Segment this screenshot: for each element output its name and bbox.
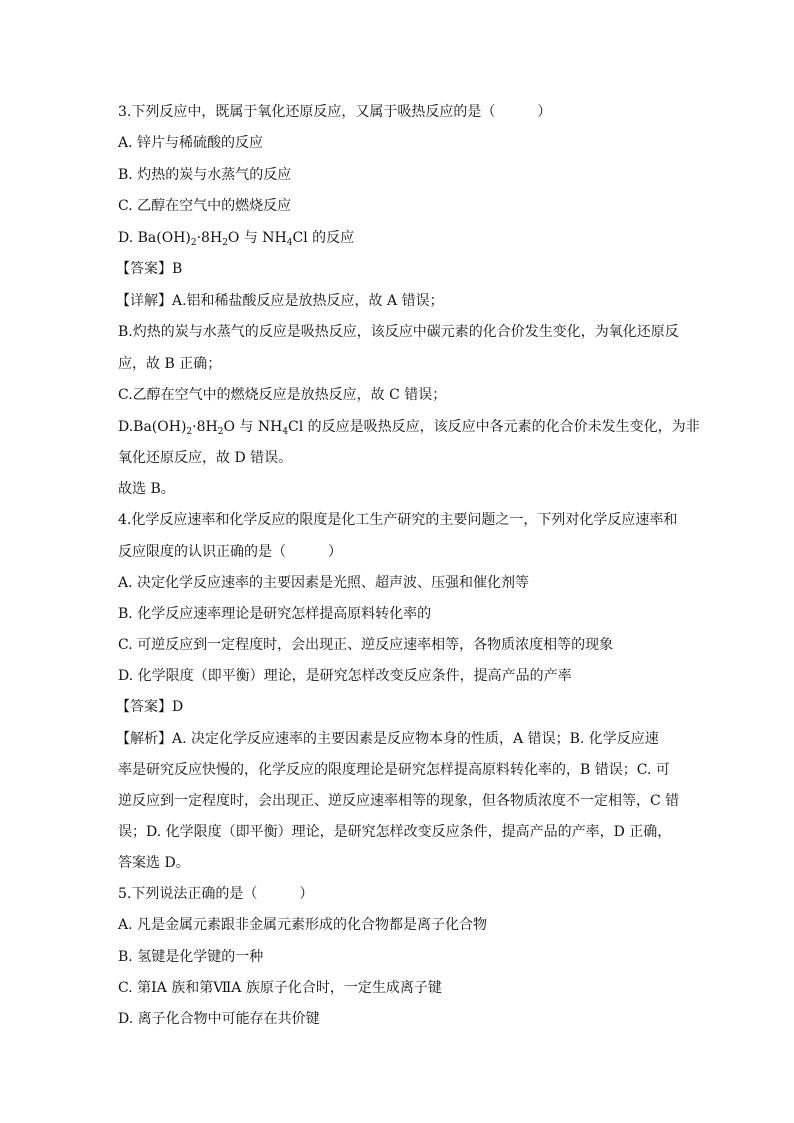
q3-explain-line: B.灼热的炭与水蒸气的反应是吸热反应，该反应中碳元素的化合价发生变化，为氧化还原反 bbox=[118, 324, 679, 340]
q3-answer: 【答案】B bbox=[116, 261, 183, 277]
q4-option-d: D. 化学限度（即平衡）理论，是研究怎样改变反应条件，提高产品的产率 bbox=[118, 668, 572, 684]
q3-option-d: D. $Ba(OH)_2\cdot 8H_2O$ 与 $NH_4Cl$ 的反应 bbox=[118, 230, 355, 248]
q5-option-c: C. 第ⅠA 族和第ⅦA 族原子化合时，一定生成离子键 bbox=[118, 980, 442, 996]
q3-explain-line: 氧化还原反应，故 D 错误。 bbox=[118, 450, 293, 466]
q4-answer: 【答案】D bbox=[116, 699, 184, 715]
q4-option-a: A. 决定化学反应速率的主要因素是光照、超声波、压强和催化剂等 bbox=[118, 575, 530, 591]
q4-explain-line: 逆反应到一定程度时，会出现正、逆反应速率相等的现象，但各物质浓度不一定相等，C 错 bbox=[118, 793, 680, 809]
q3-option-b: B. 灼热的炭与水蒸气的反应 bbox=[118, 167, 292, 183]
q3-option-a: A. 锌片与稀硫酸的反应 bbox=[118, 135, 264, 151]
q4-explain-line: 【解析】A. 决定化学反应速率的主要因素是反应物本身的性质，A 错误；B. 化学反应速 bbox=[116, 731, 659, 747]
q4-explain-line: 误；D. 化学限度（即平衡）理论，是研究怎样改变反应条件，提高产品的产率，D 正确， bbox=[118, 824, 672, 840]
q5-option-b: B. 氢键是化学键的一种 bbox=[118, 949, 264, 965]
q4-option-c: C. 可逆反应到一定程度时，会出现正、逆反应速率相等，各物质浓度相等的现象 bbox=[118, 637, 614, 653]
q3-conclusion: 故选 B。 bbox=[118, 481, 175, 497]
q3-option-c: C. 乙醇在空气中的燃烧反应 bbox=[118, 198, 292, 214]
q4-stem: 4.化学反应速率和化学反应的限度是化工生产研究的主要问题之一，下列对化学反应速率和 bbox=[118, 512, 678, 528]
q3-stem: 3.下列反应中，既属于氧化还原反应，又属于吸热反应的是（ ） bbox=[118, 104, 552, 120]
q5-option-d: D. 离子化合物中可能存在共价键 bbox=[118, 1011, 320, 1027]
q5-option-a: A. 凡是金属元素跟非金属元素形成的化合物都是离子化合物 bbox=[118, 917, 488, 933]
q4-explain-line: 答案选 D。 bbox=[118, 855, 190, 871]
q5-stem: 5.下列说法正确的是（ ） bbox=[118, 886, 314, 902]
q4-option-b: B. 化学反应速率理论是研究怎样提高原料转化率的 bbox=[118, 606, 432, 622]
q4-stem: 反应限度的认识正确的是（ ） bbox=[118, 544, 342, 560]
q4-explain-line: 率是研究反应快慢的，化学反应的限度理论是研究怎样提高原料转化率的，B 错误；C. 可 bbox=[118, 762, 670, 778]
q3-explain-line: C.乙醇在空气中的燃烧反应是放热反应，故 C 错误； bbox=[118, 387, 447, 403]
q3-explain-line: 【详解】A.铝和稀盐酸反应是放热反应，故 A 错误； bbox=[116, 293, 444, 309]
q3-explain-line: 应，故 B 正确； bbox=[118, 356, 222, 372]
q3-explain-d: $D.Ba(OH)_2\cdot 8H_2O$ 与 $NH_4Cl$ 的反应是吸热反应，该反应中各元素的化合价未发生变化，为非 bbox=[118, 419, 700, 437]
